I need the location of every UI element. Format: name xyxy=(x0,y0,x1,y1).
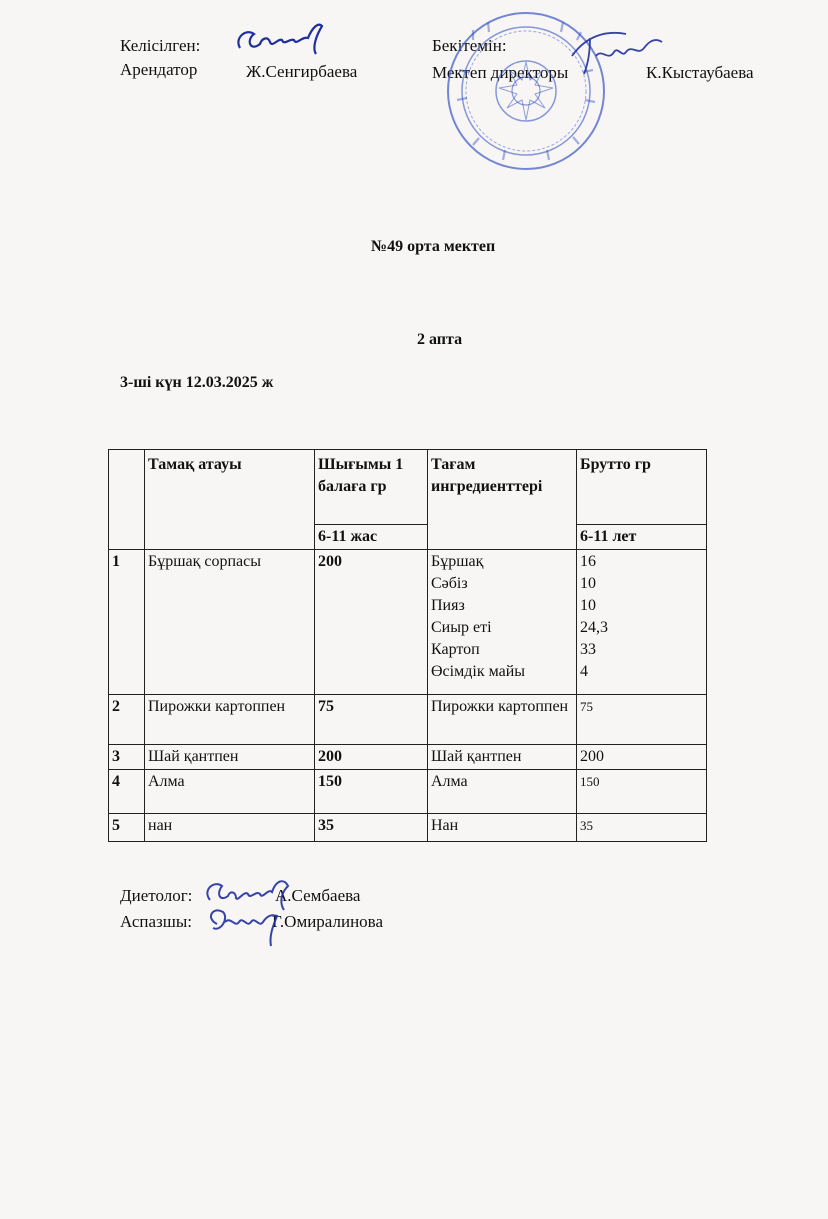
school-title: №49 орта мектеп xyxy=(371,238,496,255)
cook-name: Г.Омиралинова xyxy=(272,912,384,931)
row-yield: 75 xyxy=(315,695,428,745)
cook-signature xyxy=(203,902,285,950)
tenant-signature xyxy=(232,18,327,62)
row-num: 2 xyxy=(109,695,145,745)
table-row xyxy=(109,695,707,745)
approve-label: Бекітемін: xyxy=(432,36,507,55)
dietolog-name: А.Сембаева xyxy=(275,886,361,905)
week-label: 2 апта xyxy=(417,331,463,348)
row-num: 4 xyxy=(109,770,145,814)
row-yield: 35 xyxy=(315,814,428,842)
header-yield: Шығымы 1 балаға гр xyxy=(315,450,428,525)
row-ingredients: Шай қантпен xyxy=(428,745,577,770)
day-date-label: 3-ші күн 12.03.2025 ж xyxy=(120,374,274,391)
table-header-row xyxy=(109,450,707,525)
row-brutto xyxy=(577,550,707,695)
table-row xyxy=(109,814,707,842)
ingredient: Сәбіз xyxy=(431,575,468,592)
director-signature xyxy=(566,26,666,82)
dietolog-label: Диетолог: xyxy=(120,886,193,905)
header-ingredients: Тағам ингредиенттері xyxy=(428,450,577,550)
row-brutto: 150 xyxy=(577,770,707,814)
row-yield: 150 xyxy=(315,770,428,814)
director-name: К.Кыстаубаева xyxy=(646,63,754,82)
table-row xyxy=(109,745,707,770)
row-dish: Бұршақ сорпасы xyxy=(145,550,315,695)
brutto-value: 24,3 xyxy=(580,619,608,636)
header-num-cell xyxy=(109,450,145,550)
table-row xyxy=(109,770,707,814)
brutto-value: 4 xyxy=(580,663,588,680)
row-brutto: 35 xyxy=(577,814,707,842)
header-brutto: Брутто гр xyxy=(577,450,707,525)
row-num: 1 xyxy=(109,550,145,695)
row-yield: 200 xyxy=(315,550,428,695)
header-age-yield: 6-11 жас xyxy=(315,525,428,550)
director-label: Мектеп директоры xyxy=(432,63,569,82)
tenant-name: Ж.Сенгирбаева xyxy=(246,62,358,81)
agreed-label: Келісілген: xyxy=(120,36,201,55)
row-ingredients: Алма xyxy=(428,770,577,814)
row-dish: Пирожки картоппен xyxy=(145,695,315,745)
row-num: 3 xyxy=(109,745,145,770)
row-dish: Алма xyxy=(145,770,315,814)
row-ingredients: Нан xyxy=(428,814,577,842)
row-dish: нан xyxy=(145,814,315,842)
ingredient: Сиыр еті xyxy=(431,619,492,636)
brutto-value: 10 xyxy=(580,575,596,592)
menu-table xyxy=(108,449,707,842)
table-row xyxy=(109,550,707,695)
row-dish: Шай қантпен xyxy=(145,745,315,770)
row-yield: 200 xyxy=(315,745,428,770)
row-ingredients: Пирожки картоппен xyxy=(428,695,577,745)
brutto-value: 16 xyxy=(580,553,596,570)
header-dish: Тамақ атауы xyxy=(145,450,315,550)
brutto-value: 33 xyxy=(580,641,596,658)
row-brutto: 200 xyxy=(577,745,707,770)
row-num: 5 xyxy=(109,814,145,842)
ingredient: Пияз xyxy=(431,597,465,614)
row-brutto: 75 xyxy=(577,695,707,745)
ingredient: Картоп xyxy=(431,641,480,658)
cook-label: Аспазшы: xyxy=(120,912,192,931)
brutto-value: 10 xyxy=(580,597,596,614)
tenant-label: Арендатор xyxy=(120,60,198,79)
ingredient: Бұршақ xyxy=(431,553,484,570)
header-age-brutto: 6-11 лет xyxy=(577,525,707,550)
ingredient: Өсімдік майы xyxy=(431,663,526,680)
row-ingredients xyxy=(428,550,577,695)
